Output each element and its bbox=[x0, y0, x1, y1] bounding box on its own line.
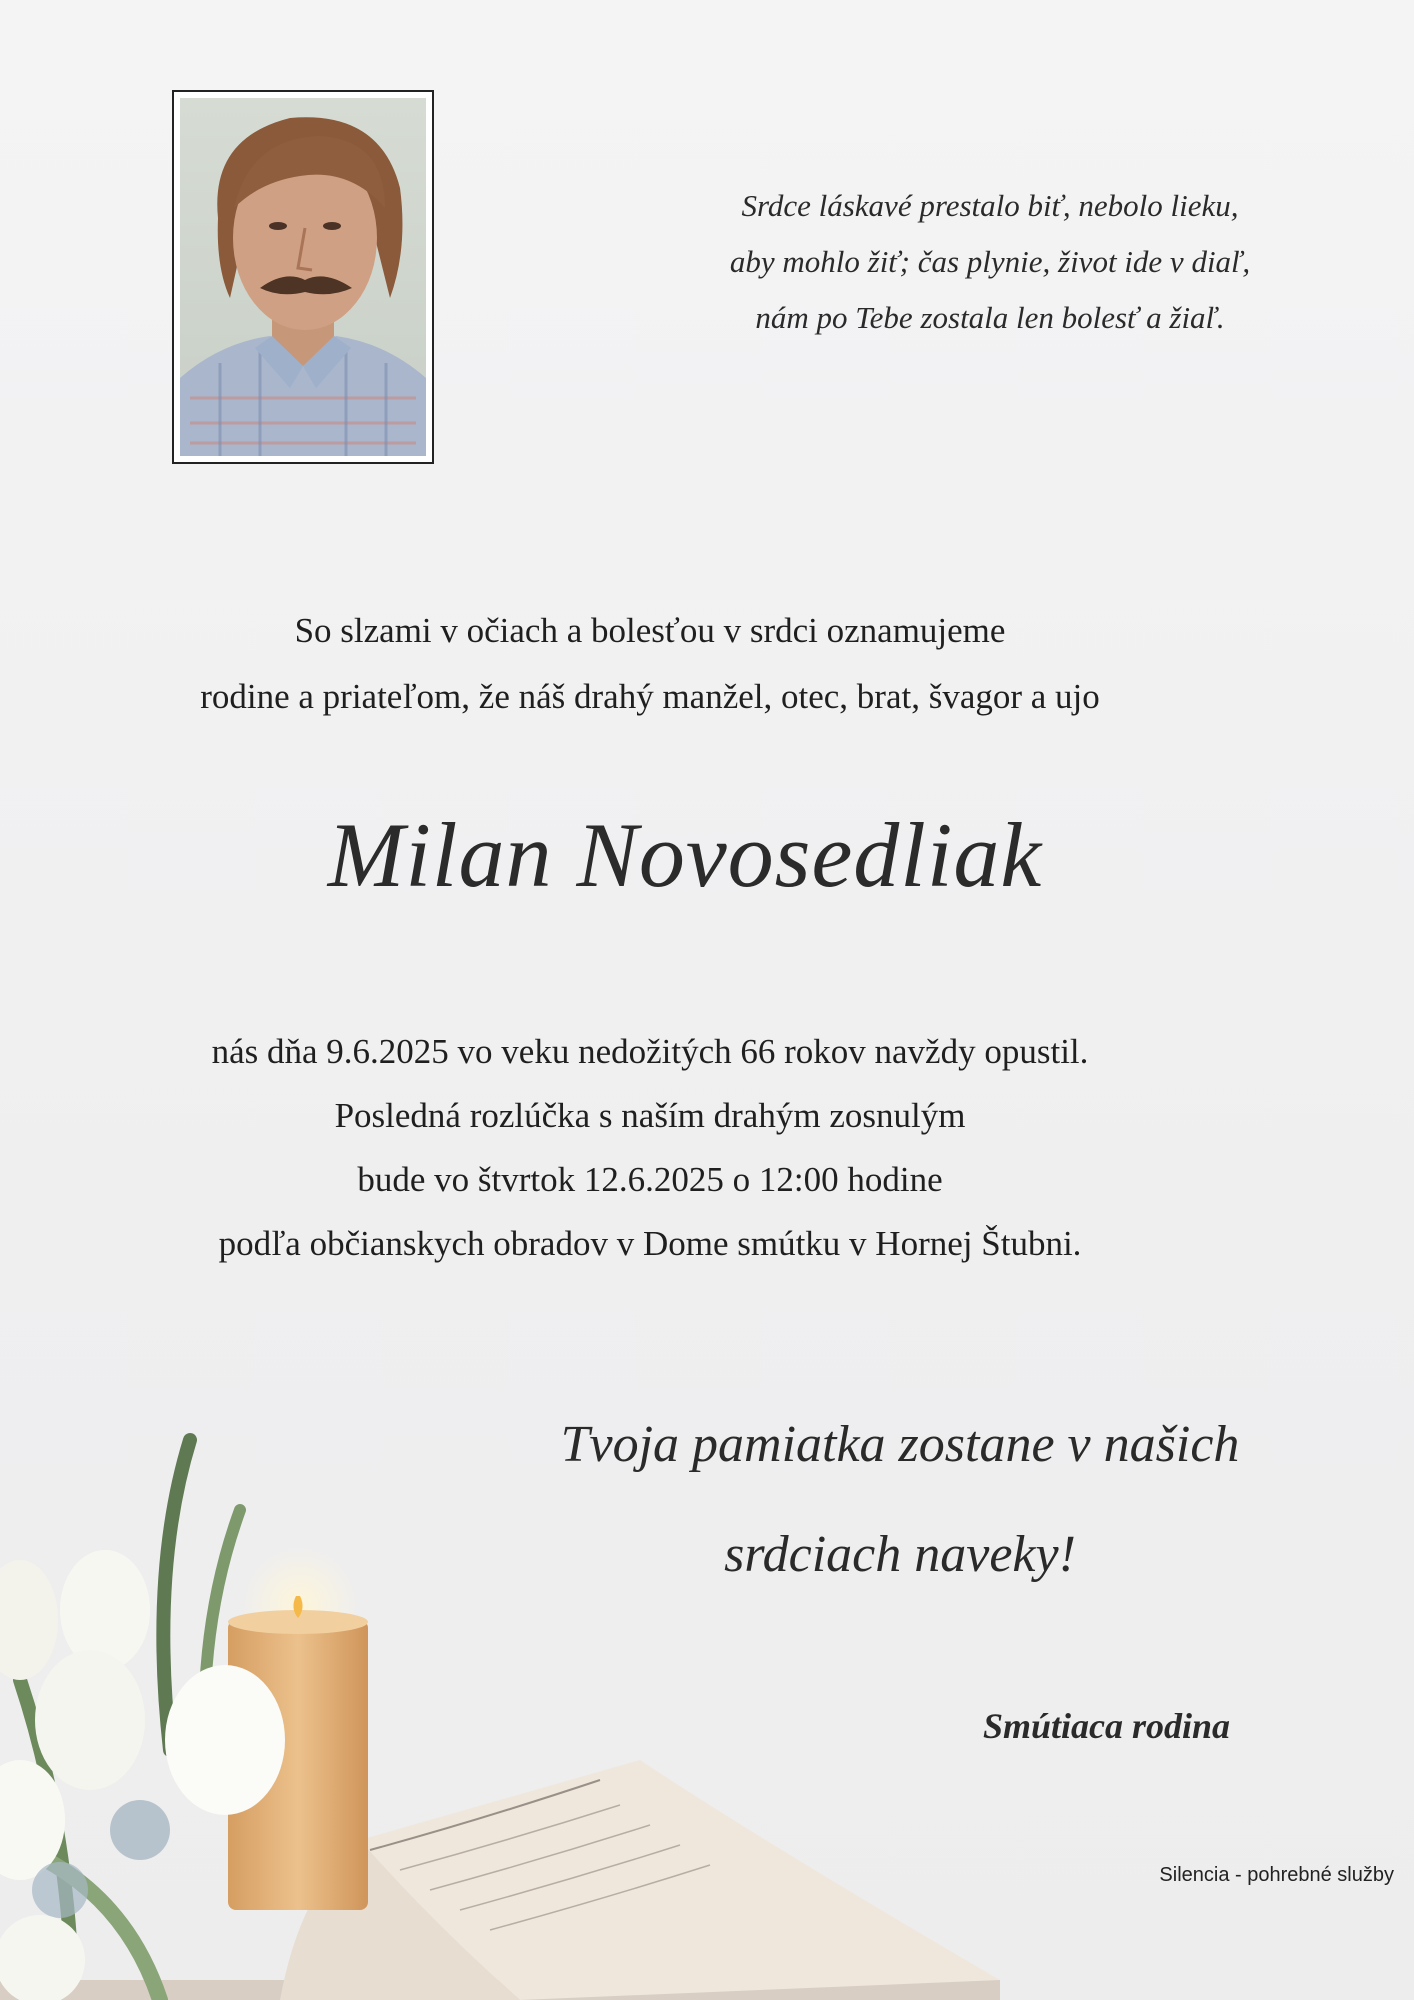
closing-line: Tvoja pamiatka zostane v našich bbox=[560, 1416, 1240, 1473]
portrait-frame bbox=[172, 90, 434, 464]
details-line: Posledná rozlúčka s naším drahým zosnulým bbox=[334, 1096, 966, 1135]
announcement-intro bbox=[60, 598, 1240, 730]
details-line: nás dňa 9.6.2025 vo veku nedožitých 66 rokov navždy opustil. bbox=[211, 1032, 1089, 1071]
intro-line: rodine a priateľom, že náš drahý manžel, otec, brat, švagor a ujo bbox=[200, 677, 1100, 716]
deceased-name: Milan Novosedliak bbox=[327, 804, 1043, 906]
poem-line: aby mohlo žiť; čas plynie, život ide v diaľ, bbox=[729, 244, 1251, 279]
flowers-candle-book-illustration bbox=[0, 1420, 1000, 2000]
closing-line: srdciach naveky! bbox=[724, 1526, 1076, 1583]
poem-line: nám po Tebe zostala len bolesť a žiaľ. bbox=[755, 300, 1225, 335]
funeral-service-credit: Silencia - pohrebné služby bbox=[1159, 1864, 1394, 1886]
poem-line: Srdce láskavé prestalo biť, nebolo lieku, bbox=[741, 188, 1239, 223]
portrait-photo bbox=[180, 98, 426, 456]
details-line: podľa občianskych obradov v Dome smútku v Hornej Štubni. bbox=[218, 1224, 1082, 1263]
intro-line: So slzami v očiach a bolesťou v srdci oznamujeme bbox=[294, 611, 1006, 650]
signature: Smútiaca rodina bbox=[982, 1706, 1230, 1746]
memorial-poem bbox=[640, 178, 1340, 346]
funeral-details bbox=[60, 1020, 1240, 1276]
details-line: bude vo štvrtok 12.6.2025 o 12:00 hodine bbox=[357, 1160, 943, 1199]
